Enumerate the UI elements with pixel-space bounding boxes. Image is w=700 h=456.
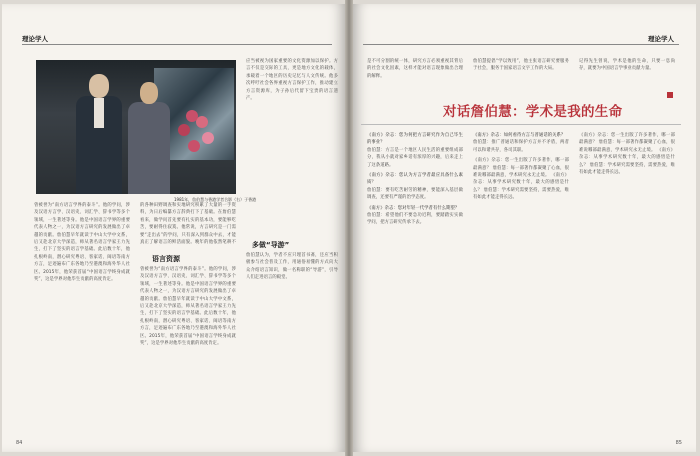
left-page	[2, 4, 345, 452]
top-column-1: 是不可分割的统一体，研究方言必须重视其背后的社会文化因素，这样才能对语言现象做出合理的解释。	[367, 59, 463, 79]
interview-title: 对话詹伯慧：学术是我的生命	[443, 104, 623, 120]
qa-item: 《南方》杂志：您一生出版了许多著作，哪一部最满意？ 詹伯慧：每一部著作都凝聚了心血，很难说哪部最满意，学术研究永无止境。 《南方》杂志：从事学术研究数十年，最大的感悟是什么？ 詹伯慧：学术研究需要坚持，需要热爱，唯有如此才能走得长远。	[473, 158, 569, 201]
qa-item: 《南方》杂志：您为何把方言研究作为自己毕生的事业？ 詹伯慧：方言是一个地区人民生活的重要组成部分，我从小就对家乡话有浓厚的兴趣，后来走上了这条道路。	[367, 133, 463, 168]
body-column-2b: 曾被誉为“南方语言学界的泰斗”。他的学问，涉及汉语方言学、汉语史、词汇学、辞书学等多个领域，一生著述等身。他是中国语言学界的重要代表人物之一，为汉语方言研究的发展做出了卓越的贡献。詹伯慧早年就读于中山大学中文系，后又赴北京大学深造，师从著名语言学家王力先生，打下了坚实的语言学基础。此后数十年，他扎根岭南，潜心研究粤语、客家话、闽语等南方方言，足迹遍布广东各地乃至港澳和海外华人社区。2015年，他荣获首届“中国语言学终身成就奖”，这是学界对他毕生贡献的高度肯定。	[140, 267, 236, 347]
section-heading-resources: 语言资源	[152, 255, 180, 263]
top-column-3: 记得先生曾说，学术是他的生命，只要一息尚存，就要为中国语言学事业贡献力量。	[579, 59, 675, 72]
section-tag-right: 理论学人	[648, 35, 674, 43]
body-column-3a: 应当被视为国家重要的文化资源加以保护。方言不仅是交际的工具，更是地方文化的载体，承载着一个地区的历史记忆与人文传统。他多次呼吁社会各界重视方言保护工作，推动建立方言资源库，为子孙后代留下宝贵的语言遗产。	[246, 59, 338, 102]
qa-item: 《南方》杂志：您认为方言学者最应具备什么素质？ 詹伯慧：要有吃苦耐劳的精神，要能深入基层做调查，还要有严谨的治学态度。	[367, 173, 463, 201]
qa-item: 《南方》杂志：如何看待方言与普通话的关系？ 詹伯慧：推广普通话和保护方言并不矛盾，两者可以和谐共存，各司其职。	[473, 133, 569, 153]
body-column-3b: 詹伯慧认为，学者不应只埋首书斋，还应当积极参与社会普及工作，用通俗易懂的方式向大众介绍语言知识，做一名称职的“导游”，引导人们走进语言的殿堂。	[246, 253, 338, 281]
qa-column-3: 《南方》杂志：您一生出版了许多著作，哪一部最满意？ 詹伯慧：每一部著作都凝聚了心血，很难说哪部最满意，学术研究永无止境。 《南方》杂志：从事学术研究数十年，最大的感悟是什么？ 詹伯慧：学术研究需要坚持，需要热爱，唯有如此才能走得长远。	[579, 133, 675, 176]
qa-item: 《南方》杂志：您对年轻一代学者有什么期望？ 詹伯慧：希望他们不要急功近利，要踏踏实实做学问，把方言研究传承下去。	[367, 205, 463, 226]
right-page	[353, 4, 696, 452]
section-tag: 理论学人	[22, 35, 48, 43]
page-number-left: 84	[16, 440, 23, 446]
book-gutter	[345, 0, 353, 456]
page-number-right: 85	[675, 440, 682, 446]
header-rule	[22, 44, 332, 45]
qa-column-2	[473, 132, 569, 432]
body-column-2a: 的各种田野调查和实地研究积累了大量的一手资料，为日后编纂方言辞典打下了基础。在詹伯慧看来，做学问首先要有扎实的基本功，要能够吃苦，要耐得住寂寞。他常说，方言研究是一门需要“走出去”的学问，只有深入到群众中去，才能真正了解语言的鲜活面貌。晚年的他依然笔耕不	[140, 203, 236, 246]
photo-caption: 1981年，詹伯慧与香港学者合影（右）于香港	[174, 197, 257, 202]
portrait-photo	[36, 60, 236, 194]
end-mark-icon	[667, 92, 673, 98]
qa-column-1	[367, 132, 463, 432]
section-heading-guide: 多做“导游”	[252, 241, 290, 249]
title-rule	[361, 124, 681, 125]
header-rule-right	[363, 44, 679, 45]
top-column-2: 詹伯慧提倡“学以致用”，他主张语言研究要服务于社会，服务于国家语言文字工作的大局。	[473, 59, 569, 72]
body-column-1: 曾被誉为“南方语言学界的泰斗”。他的学问，涉及汉语方言学、汉语史、词汇学、辞书学等多个领域，一生著述等身。他是中国语言学界的重要代表人物之一，为汉语方言研究的发展做出了卓越的贡献。詹伯慧早年就读于中山大学中文系，后又赴北京大学深造，师从著名语言学家王力先生，打下了坚实的语言学基础。此后数十年，他扎根岭南，潜心研究粤语、客家话、闽语等南方方言，足迹遍布广东各地乃至港澳和海外华人社区。2015年，他荣获首届“中国语言学终身成就奖”，这是学界对他毕生贡献的高度肯定。	[34, 203, 130, 283]
